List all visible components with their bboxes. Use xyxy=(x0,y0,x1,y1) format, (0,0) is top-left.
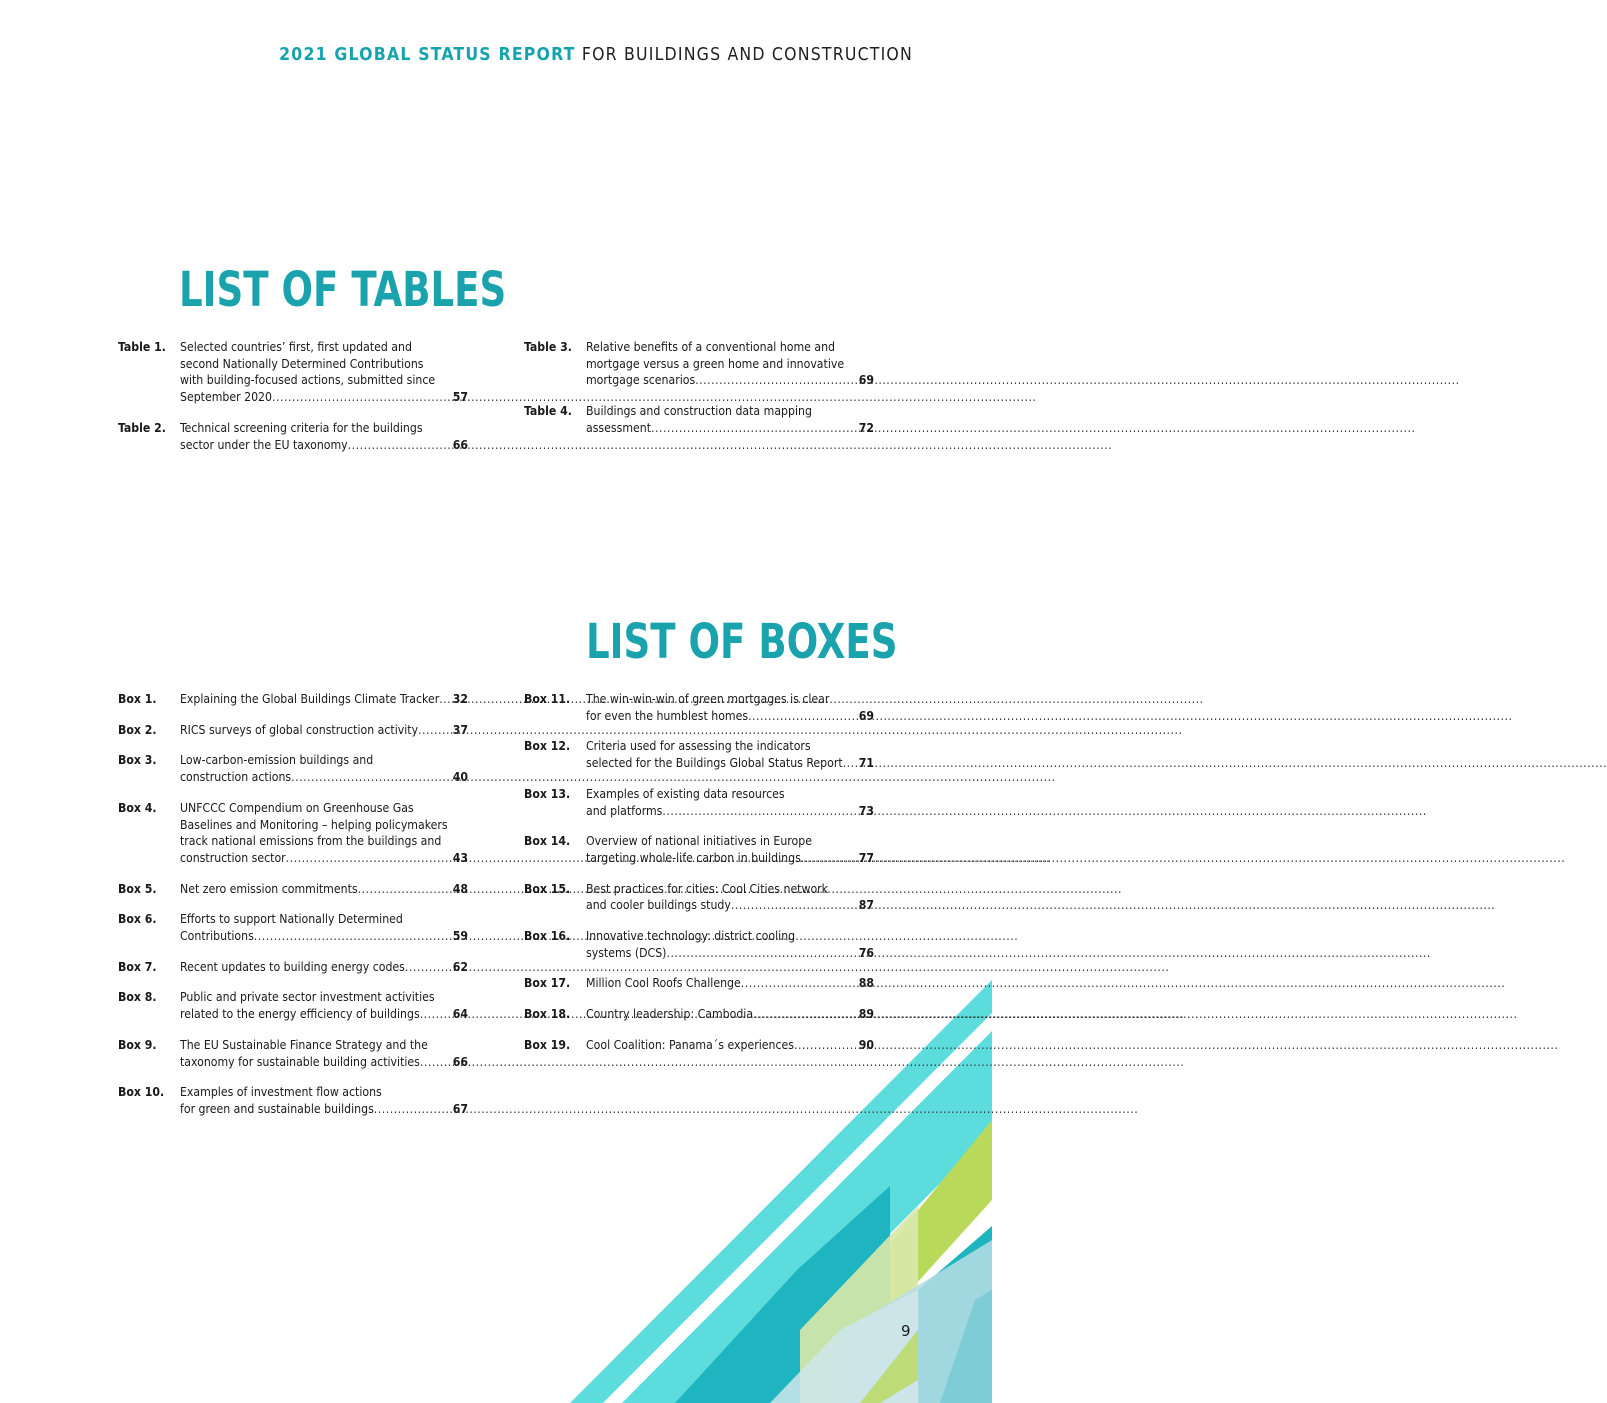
toc-entry-text-line: Baselines and Monitoring – helping policymakers xyxy=(180,817,448,832)
dot-leader xyxy=(418,722,452,739)
toc-entry-text-line: assessment xyxy=(586,420,651,435)
toc-entry-text-line: Million Cool Roofs Challenge xyxy=(586,976,741,991)
toc-entry xyxy=(524,1006,874,1023)
dot-leader xyxy=(291,769,452,786)
toc-entry xyxy=(118,959,468,976)
toc-entry-label: Box 8. xyxy=(118,990,157,1005)
dot-leader xyxy=(753,1006,858,1023)
dot-leader xyxy=(651,420,858,437)
toc-entry-page-number: 48 xyxy=(452,881,468,896)
dot-leader xyxy=(748,708,858,725)
toc-entry-label: Box 9. xyxy=(118,1037,157,1052)
toc-entry-text-line: Examples of investment flow actions xyxy=(180,1085,382,1100)
toc-entry-text-line: mortgage scenarios xyxy=(586,373,696,388)
tables-list-right xyxy=(524,339,874,437)
toc-entry-page-number: 71 xyxy=(858,756,874,771)
toc-entry-text-line: second Nationally Determined Contributions xyxy=(180,356,424,371)
toc-entry xyxy=(524,975,874,992)
toc-entry-text-line: mortgage versus a green home and innovative xyxy=(586,356,845,371)
toc-entry-label: Box 12. xyxy=(524,739,571,754)
toc-entry-page-number: 67 xyxy=(452,1101,468,1116)
toc-entry-text-line: Innovative technology: district cooling xyxy=(586,929,796,944)
dot-leader xyxy=(695,372,858,389)
toc-entry-label: Table 2. xyxy=(118,420,166,435)
dot-leader xyxy=(374,1101,452,1118)
toc-entry-text-line: Cool Coalition: Panama´s experiences xyxy=(586,1037,794,1052)
toc-entry-text-line: Recent updates to building energy codes xyxy=(180,959,405,974)
toc-entry-text-line: Examples of existing data resources xyxy=(586,786,785,801)
toc-entry-text-line: Selected countries’ first, first updated and xyxy=(180,340,412,354)
toc-entry-text-line: with building-focused actions, submitted since xyxy=(180,373,436,388)
dot-leader xyxy=(420,1054,452,1071)
toc-entry-text-line: Contributions xyxy=(180,929,254,944)
toc-entry xyxy=(118,881,468,898)
list-of-boxes-title: LIST OF BOXES xyxy=(586,614,898,670)
dot-leader xyxy=(662,803,857,820)
dot-leader xyxy=(405,959,452,976)
toc-entry xyxy=(118,339,468,406)
toc-entry-label: Box 18. xyxy=(524,1007,571,1022)
toc-entry xyxy=(118,989,468,1022)
toc-entry-text-line: Criteria used for assessing the indicators xyxy=(586,739,811,754)
boxes-list-left xyxy=(118,691,468,1118)
dot-leader xyxy=(794,1037,858,1054)
toc-entry-label: Box 5. xyxy=(118,881,157,896)
toc-entry-page-number: 72 xyxy=(858,420,874,435)
dot-leader xyxy=(801,850,858,867)
toc-entry-text-line: Public and private sector investment activities xyxy=(180,990,435,1005)
dot-leader xyxy=(348,437,452,454)
toc-entry-label: Box 1. xyxy=(118,692,157,706)
toc-entry-label: Table 3. xyxy=(524,340,572,354)
dot-leader xyxy=(666,945,857,962)
toc-entry-text-line: Technical screening criteria for the buildings xyxy=(180,420,423,435)
toc-entry-text-line: Low-carbon-emission buildings and xyxy=(180,753,374,768)
toc-entry-page-number: 66 xyxy=(452,1054,468,1069)
toc-entry-page-number: 73 xyxy=(858,803,874,818)
toc-entry-page-number: 32 xyxy=(452,692,468,706)
toc-entry-page-number: 77 xyxy=(858,850,874,865)
toc-entry-text-line: Net zero emission commitments xyxy=(180,881,358,896)
toc-entry-text-line: Country leadership: Cambodia xyxy=(586,1007,754,1022)
toc-entry-text-line: UNFCCC Compendium on Greenhouse Gas xyxy=(180,800,414,815)
report-title-rest: FOR BUILDINGS AND CONSTRUCTION xyxy=(581,45,913,65)
toc-entry-text-line: construction actions xyxy=(180,770,292,785)
dot-leader xyxy=(420,1006,452,1023)
boxes-list-right xyxy=(524,691,874,1054)
toc-entry-text-line: September 2020 xyxy=(180,390,272,405)
toc-entry xyxy=(524,1037,874,1054)
toc-entry-text-line: sector under the EU taxonomy xyxy=(180,437,348,452)
toc-entry-label: Box 13. xyxy=(524,786,571,801)
toc-entry-text-line: taxonomy for sustainable building activities xyxy=(180,1054,420,1069)
toc-entry-text-line: The EU Sustainable Finance Strategy and the xyxy=(180,1037,428,1052)
toc-entry-text-line: Overview of national initiatives in Europe xyxy=(586,834,812,849)
toc-entry-text-line: selected for the Buildings Global Status Report xyxy=(586,756,843,771)
toc-entry xyxy=(118,911,468,944)
toc-entry-page-number: 69 xyxy=(858,708,874,723)
toc-entry xyxy=(524,691,874,724)
toc-entry xyxy=(118,1037,468,1070)
toc-entry-text-line: Efforts to support Nationally Determined xyxy=(180,912,403,927)
toc-entry-text-line: Relative benefits of a conventional home and xyxy=(586,340,836,354)
toc-entry-label: Box 15. xyxy=(524,881,571,896)
toc-entry-text-line: construction sector xyxy=(180,850,286,865)
toc-entry-text-line: track national emissions from the buildings and xyxy=(180,834,442,849)
dot-leader xyxy=(439,691,452,708)
toc-entry xyxy=(118,722,468,739)
toc-entry xyxy=(118,752,468,785)
toc-entry xyxy=(524,339,874,389)
dot-leader xyxy=(741,975,858,992)
toc-entry-label: Box 17. xyxy=(524,976,571,991)
toc-entry-text-line: for green and sustainable buildings xyxy=(180,1101,374,1116)
toc-entry-page-number: 64 xyxy=(452,1007,468,1022)
report-title-accent: 2021 GLOBAL STATUS REPORT xyxy=(279,45,576,65)
toc-entry-page-number: 37 xyxy=(452,722,468,737)
toc-entry-label: Box 7. xyxy=(118,959,157,974)
toc-entry-text-line: RICS surveys of global construction activity xyxy=(180,722,419,737)
toc-entry-text-line: Explaining the Global Buildings Climate Tracker xyxy=(180,692,440,706)
toc-entry-page-number: 40 xyxy=(452,770,468,785)
toc-entry xyxy=(524,833,874,866)
toc-entry-text-line: related to the energy efficiency of buildings xyxy=(180,1007,420,1022)
toc-entry-page-number: 90 xyxy=(858,1037,874,1052)
toc-entry-label: Box 10. xyxy=(118,1085,165,1100)
toc-entry-label: Box 6. xyxy=(118,912,157,927)
toc-entry xyxy=(118,800,468,867)
toc-entry-page-number: 57 xyxy=(452,390,468,405)
toc-entry xyxy=(118,420,468,453)
list-of-tables-title: LIST OF TABLES xyxy=(179,262,507,318)
toc-entry-text-line: and cooler buildings study xyxy=(586,898,731,913)
toc-entry-page-number: 87 xyxy=(858,898,874,913)
dot-leader xyxy=(272,389,452,406)
toc-entry-page-number: 69 xyxy=(858,373,874,388)
dot-leader xyxy=(286,850,452,867)
tables-list-left xyxy=(118,339,468,453)
toc-entry xyxy=(118,691,468,708)
toc-entry-page-number: 59 xyxy=(452,929,468,944)
toc-entry-text-line: and platforms xyxy=(586,803,663,818)
toc-entry xyxy=(118,1084,468,1117)
toc-entry-text-line: targeting whole-life carbon in buildings xyxy=(586,850,801,865)
toc-entry-page-number: 89 xyxy=(858,1007,874,1022)
toc-entry-label: Table 1. xyxy=(118,340,166,354)
toc-entry-page-number: 66 xyxy=(452,437,468,452)
toc-entry-page-number: 62 xyxy=(452,959,468,974)
toc-entry-text-line: Buildings and construction data mapping xyxy=(586,404,812,419)
dot-leader xyxy=(254,928,452,945)
toc-entry-label: Box 19. xyxy=(524,1037,571,1052)
toc-entry-label: Box 4. xyxy=(118,800,157,815)
toc-entry-label: Box 3. xyxy=(118,753,157,768)
toc-entry xyxy=(524,738,874,771)
toc-entry-text-line: The win-win-win of green mortgages is clear xyxy=(586,692,830,706)
toc-entry xyxy=(524,403,874,436)
dot-leader xyxy=(843,755,858,772)
toc-entry-text-line: for even the humblest homes xyxy=(586,708,749,723)
dot-leader xyxy=(731,897,858,914)
toc-entry-page-number: 43 xyxy=(452,850,468,865)
toc-entry-text-line: systems (DCS) xyxy=(586,945,667,960)
page-number: 9 xyxy=(901,1322,911,1340)
toc-entry-label: Box 2. xyxy=(118,722,157,737)
toc-entry-page-number: 88 xyxy=(858,976,874,991)
toc-entry-label: Box 11. xyxy=(524,692,571,706)
toc-entry xyxy=(524,881,874,914)
toc-entry xyxy=(524,928,874,961)
toc-entry xyxy=(524,786,874,819)
toc-entry-label: Box 16. xyxy=(524,929,571,944)
toc-entry-label: Box 14. xyxy=(524,834,571,849)
toc-entry-label: Table 4. xyxy=(524,404,572,419)
toc-entry-page-number: 76 xyxy=(858,945,874,960)
dot-leader xyxy=(358,881,452,898)
toc-entry-text-line: Best practices for cities: Cool Cities network xyxy=(586,881,829,896)
